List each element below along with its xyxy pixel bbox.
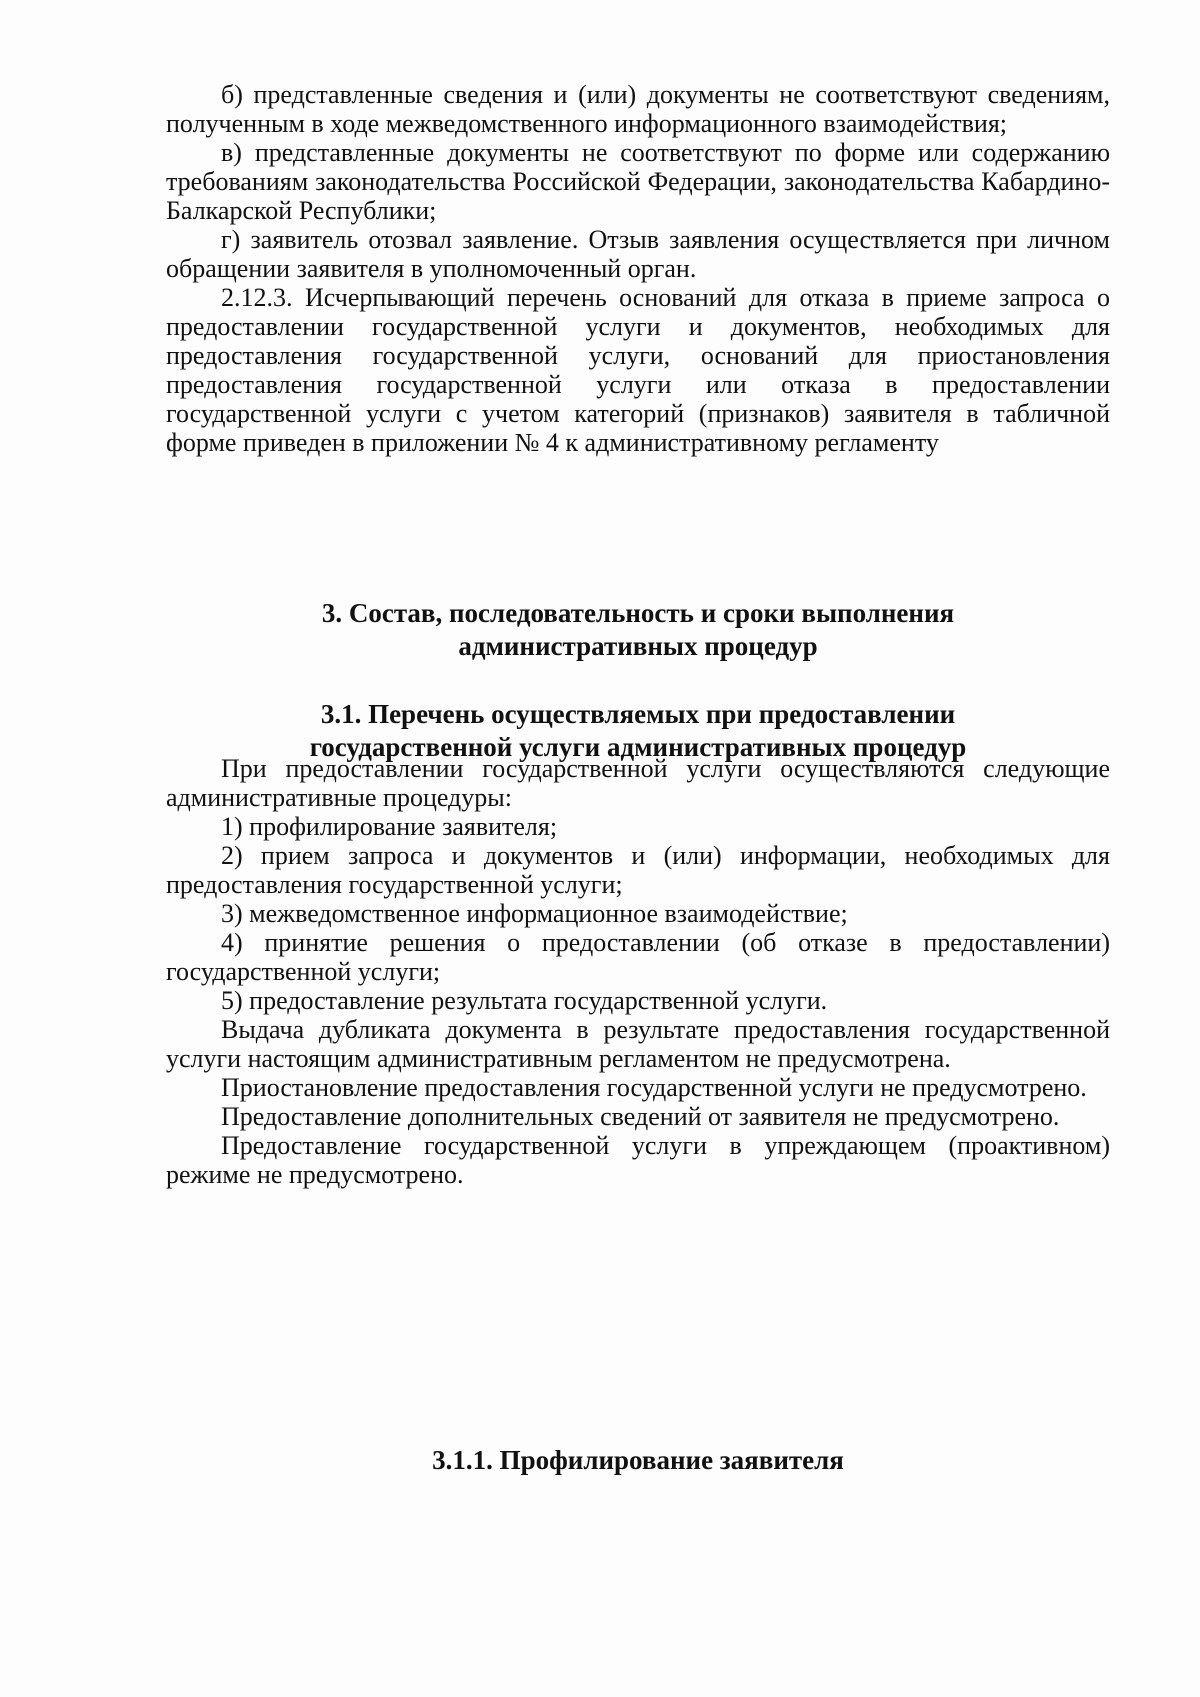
list-item: 5) предоставление результата государственной услуги. <box>221 986 828 1015</box>
paragraph-proactive-mode: Предоставление государственной услуги в упреждающем (проактивном) режиме не предусмотрено. <box>166 1131 1110 1189</box>
heading-line: 3. Состав, последовательность и сроки выполнения <box>321 598 955 628</box>
section-grounds-for-refusal <box>166 80 1110 457</box>
heading-line: 3.1. Перечень осуществляемых при предоставлении <box>320 699 956 729</box>
list-item: 2) прием запроса и документов и (или) информации, необходимых для предоставления государственной услуги; <box>166 841 1110 899</box>
section-heading-3-1-1: 3.1.1. Профилирование заявителя <box>432 1445 844 1475</box>
list-item: 1) профилирование заявителя; <box>221 812 558 841</box>
paragraph-item-g: г) заявитель отозвал заявление. Отзыв заявления осуществляется при личном обращении заявителя в уполномоченный орган. <box>166 225 1110 283</box>
paragraph-intro: При предоставлении государственной услуги осуществляются следующие административные процедуры: <box>166 754 1110 812</box>
paragraph-additional-info: Предоставление дополнительных сведений от заявителя не предусмотрено. <box>221 1102 1060 1131</box>
list-item: 4) принятие решения о предоставлении (об отказе в предоставлении) государственной услуги; <box>166 928 1110 986</box>
list-item: 3) межведомственное информационное взаимодействие; <box>221 899 848 928</box>
section-procedures-list <box>166 754 1110 1189</box>
paragraph-2-12-3: 2.12.3. Исчерпывающий перечень оснований для отказа в приеме запроса о предоставлении государственной услуги и документов, необходимых для предоставления государственной услуги, оснований для приостановления предоставления государственной услуги или отказа в предоставлении государственной услуги с учетом категорий (признаков) заявителя в табличной форме приведен в приложении № 4 к административному регламенту <box>166 283 1110 457</box>
paragraph-suspension: Приостановление предоставления государственной услуги не предусмотрено. <box>221 1073 1087 1102</box>
paragraph-duplicate: Выдача дубликата документа в результате предоставления государственной услуги настоящим административным регламентом не предусмотрена. <box>166 1015 1110 1073</box>
heading-line: административных процедур <box>458 631 818 661</box>
section-heading-3 <box>166 597 1110 663</box>
heading-line: государственной услуги административных процедур <box>309 732 967 762</box>
paragraph-item-b: б) представленные сведения и (или) документы не соответствуют сведениям, полученным в ходе межведомственного информационного взаимодействия; <box>166 80 1110 138</box>
paragraph-item-v: в) представленные документы не соответствуют по форме или содержанию требованиям законодательства Российской Федерации, законодательства Кабардино-Балкарской Республики; <box>166 138 1110 225</box>
